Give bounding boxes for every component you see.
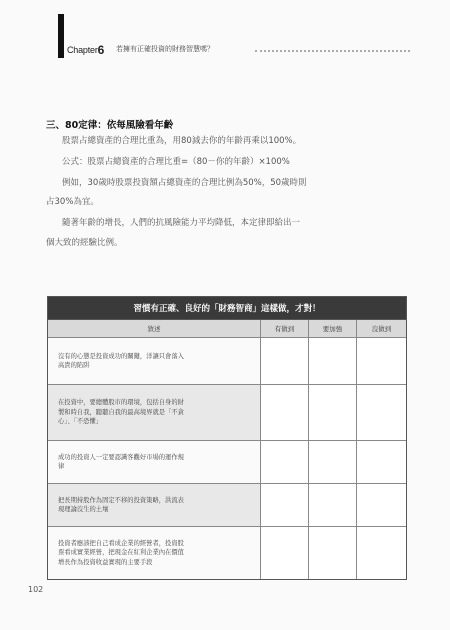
table-header-row [48, 319, 406, 337]
row-description: 把長期持股作為固定不移的投資策略，洪流表 現理論沒生的土壤 [48, 484, 261, 526]
row-description: 成功的投資人一定要認識客觀好市場的運作規 律 [48, 441, 261, 483]
checkbox-done[interactable] [261, 484, 309, 526]
chapter-marker-bar [58, 14, 64, 58]
table-row [48, 440, 406, 483]
checkbox-not-done[interactable] [357, 484, 406, 526]
chapter-word: Chapter [67, 45, 98, 55]
checklist-table [47, 296, 407, 580]
row-description: 在投資中，要總體股市的環境，包括自身的財 製和時自我，聽聽自我的最高境界就是「不貪 心」、「不恐懼」 [48, 385, 261, 440]
table-row [48, 384, 406, 440]
table-row [48, 337, 406, 384]
row-description: 投資者應該把自己看成企業的經營者，投資股 票看成實業經營，把現金在紅利企業內在價值 增長作為投資收益實現的主要手段 [48, 527, 261, 579]
body-line: 股票占總資產的合理比重為，用80減去你的年齡再乘以100%。 [62, 136, 302, 146]
checkbox-improve[interactable] [309, 338, 357, 384]
checkbox-done[interactable] [261, 441, 309, 483]
chapter-label [67, 43, 104, 57]
row-description: 沒有的心態是投資成功的關鍵，洋讓只會落入 高貴的陷阱 [48, 338, 261, 384]
header-dotted-rule [255, 50, 410, 53]
checkbox-not-done[interactable] [357, 527, 406, 579]
checkbox-not-done[interactable] [357, 441, 406, 483]
column-header-description: 敘述 [48, 320, 261, 337]
checkbox-done[interactable] [261, 527, 309, 579]
checkbox-not-done[interactable] [357, 385, 406, 440]
column-header-improve: 要加強 [309, 320, 357, 337]
checkbox-improve[interactable] [309, 484, 357, 526]
section-heading: 三、80定律：依每風險看年齡 [46, 120, 174, 131]
page-number: 102 [28, 585, 44, 594]
body-line: 隨著年齡的增長，人們的抗風險能力平均降低，本定律即給出一 [62, 218, 301, 228]
chapter-number: 6 [97, 43, 105, 57]
checkbox-improve[interactable] [309, 527, 357, 579]
checkbox-done[interactable] [261, 338, 309, 384]
body-line: 占30%為宜。 [46, 197, 99, 207]
checkbox-improve[interactable] [309, 385, 357, 440]
body-line: 例如，30歲時股票投資額占總資產的合理比例為50%，50歲時則 [62, 178, 307, 188]
checkbox-not-done[interactable] [357, 338, 406, 384]
checkbox-done[interactable] [261, 385, 309, 440]
checkbox-improve[interactable] [309, 441, 357, 483]
body-line: 公式：股票占總資產的合理比重=（80－你的年齡）×100% [62, 157, 290, 167]
table-title: 習慣有正確、良好的「財務智商」這樣做，才對！ [48, 297, 406, 319]
table-row [48, 526, 406, 579]
table-body [48, 337, 406, 579]
body-line: 個大致的經驗比例。 [46, 238, 123, 248]
running-title: 若擁有正確投資的財務智慧嗎？ [116, 45, 214, 53]
column-header-not-done: 沒做到 [371, 325, 392, 333]
column-header-done: 有做到 [261, 320, 309, 337]
table-row [48, 483, 406, 526]
